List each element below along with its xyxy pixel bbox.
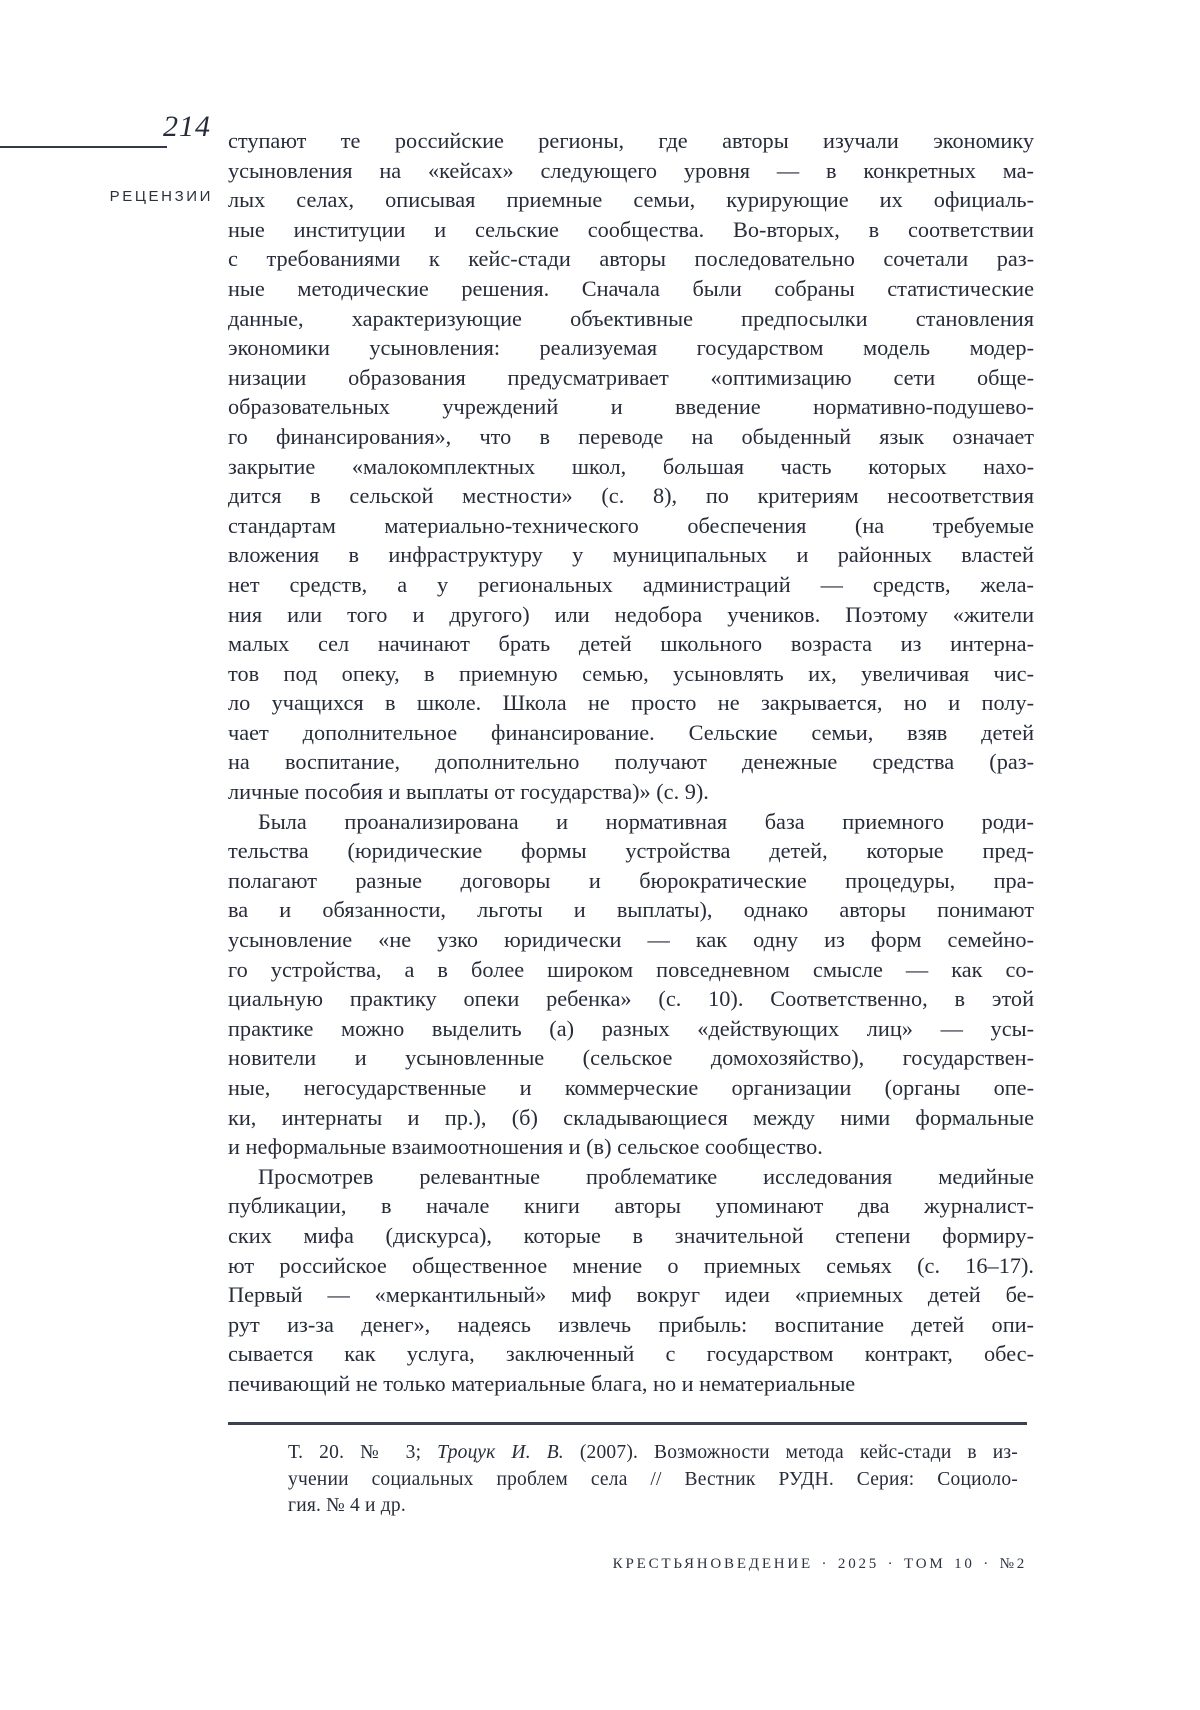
text-line: на воспитание, дополнительно получают денежные средства (раз- bbox=[228, 749, 1034, 775]
text-line: практике можно выделить (а) разных «действующих лиц» — усы- bbox=[228, 1015, 1034, 1041]
text-line: малых сел начинают брать детей школьного возраста из интерна- bbox=[228, 631, 1034, 657]
text-line: Просмотрев релевантные проблематике исследования медийные bbox=[258, 1163, 1034, 1189]
text-line: ских мифа (дискурса), которые в значительной степени формиру- bbox=[228, 1222, 1034, 1248]
text-line: ния или того и другого) или недобора учеников. Поэтому «жители bbox=[228, 601, 1034, 627]
section-label: РЕЦЕНЗИИ bbox=[109, 188, 213, 205]
text-line bbox=[228, 452, 1034, 482]
text-line: го финансирования», что в переводе на обыденный язык означает bbox=[228, 423, 1034, 449]
text-segment: (2007). Возможности метода кейс-стади в из- bbox=[563, 1442, 1018, 1463]
text-line: образовательных учреждений и введение нормативно-подушево- bbox=[228, 394, 1034, 420]
text-line: печивающий не только материальные блага, но и нематериальные bbox=[228, 1370, 856, 1396]
text-line: стандартам материально-технического обеспечения (на требуемые bbox=[228, 512, 1034, 538]
text-line: лых селах, описывая приемные семьи, курирующие их официаль- bbox=[228, 187, 1034, 213]
text-line: новители и усыновленные (сельское домохозяйство), государствен- bbox=[228, 1045, 1034, 1071]
text-line: дится в сельской местности» (с. 8), по критериям несоответствия bbox=[228, 483, 1034, 509]
text-line: чает дополнительное финансирование. Сельские семьи, взяв детей bbox=[228, 719, 1034, 745]
emphasized-text: о bbox=[674, 453, 686, 479]
text-line: ки, интернаты и пр.), (б) складывающиеся между ними формальные bbox=[228, 1104, 1034, 1130]
text-line: тов под опеку, в приемную семью, усыновлять их, увеличивая чис- bbox=[228, 660, 1034, 686]
margin-rule bbox=[0, 146, 167, 148]
emphasized-text: Троцук И. В. bbox=[437, 1442, 564, 1463]
text-line: низации образования предусматривает «оптимизацию сети обще- bbox=[228, 364, 1034, 390]
running-footer: КРЕСТЬЯНОВЕДЕНИЕ · 2025 · ТОМ 10 · №2 bbox=[612, 1556, 1027, 1572]
text-line: тельства (юридические формы устройства детей, которые пред- bbox=[228, 838, 1034, 864]
text-line: циальную практику опеки ребенка» (с. 10). Соответственно, в этой bbox=[228, 986, 1034, 1012]
text-line: и неформальные взаимоотношения и (в) сельское сообщество. bbox=[228, 1134, 823, 1160]
text-line: ва и обязанности, льготы и выплаты), однако авторы понимают bbox=[228, 897, 1034, 923]
page-number: 214 bbox=[163, 110, 211, 143]
text-line: с требованиями к кейс-стади авторы последовательно сочетали раз- bbox=[228, 246, 1034, 272]
text-line: экономики усыновления: реализуемая государством модель модер- bbox=[228, 335, 1034, 361]
footnote-line: гия. № 4 и др. bbox=[288, 1495, 406, 1517]
text-line: ло учащихся в школе. Школа не просто не закрывается, но и полу- bbox=[228, 690, 1034, 716]
text-line: ют российское общественное мнение о приемных семьях (с. 16–17). bbox=[228, 1252, 1034, 1278]
text-line: Первый — «меркантильный» миф вокруг идеи «приемных детей бе- bbox=[228, 1282, 1034, 1308]
text-line: ные институции и сельские сообщества. Во-вторых, в соответствии bbox=[228, 216, 1034, 242]
text-line: публикации, в начале книги авторы упоминают два журналист- bbox=[228, 1193, 1034, 1219]
article-body bbox=[228, 126, 1034, 1399]
text-line: нет средств, а у региональных администраций — средств, жела- bbox=[228, 571, 1034, 597]
text-line: усыновление «не узко юридически — как одну из форм семейно- bbox=[228, 927, 1034, 953]
text-line: усыновления на «кейсах» следующего уровня — в конкретных ма- bbox=[228, 157, 1034, 183]
footnote-line bbox=[288, 1440, 1018, 1467]
footnote-line: учении социальных проблем села // Вестник РУДН. Серия: Социоло- bbox=[288, 1468, 1018, 1490]
footnote-text bbox=[288, 1440, 1018, 1520]
text-line: сывается как услуга, заключенный с государством контракт, обес- bbox=[228, 1341, 1034, 1367]
text-line: Была проанализирована и нормативная база приемного роди- bbox=[258, 808, 1034, 834]
text-line: ные методические решения. Сначала были собраны статистические bbox=[228, 275, 1034, 301]
text-segment: льшая часть которых нахо- bbox=[685, 453, 1034, 479]
text-line: го устройства, а в более широком повседневном смысле — как со- bbox=[228, 956, 1034, 982]
text-segment: закрытие «малокомплектных школ, б bbox=[228, 453, 675, 479]
text-segment: Т. 20. № 3; bbox=[288, 1442, 438, 1463]
text-line: полагают разные договоры и бюрократические процедуры, пра- bbox=[228, 867, 1034, 893]
text-line: вложения в инфраструктуру у муниципальных и районных властей bbox=[228, 542, 1034, 568]
footnote-separator bbox=[228, 1422, 1027, 1425]
text-line: ступают те российские регионы, где авторы изучали экономику bbox=[228, 128, 1034, 153]
text-line: личные пособия и выплаты от государства)» (с. 9). bbox=[228, 779, 709, 805]
text-line: ные, негосударственные и коммерческие организации (органы опе- bbox=[228, 1075, 1034, 1100]
text-line: данные, характеризующие объективные предпосылки становления bbox=[228, 305, 1034, 331]
text-line: рут из-за денег», надеясь извлечь прибыль: воспитание детей опи- bbox=[228, 1311, 1034, 1337]
